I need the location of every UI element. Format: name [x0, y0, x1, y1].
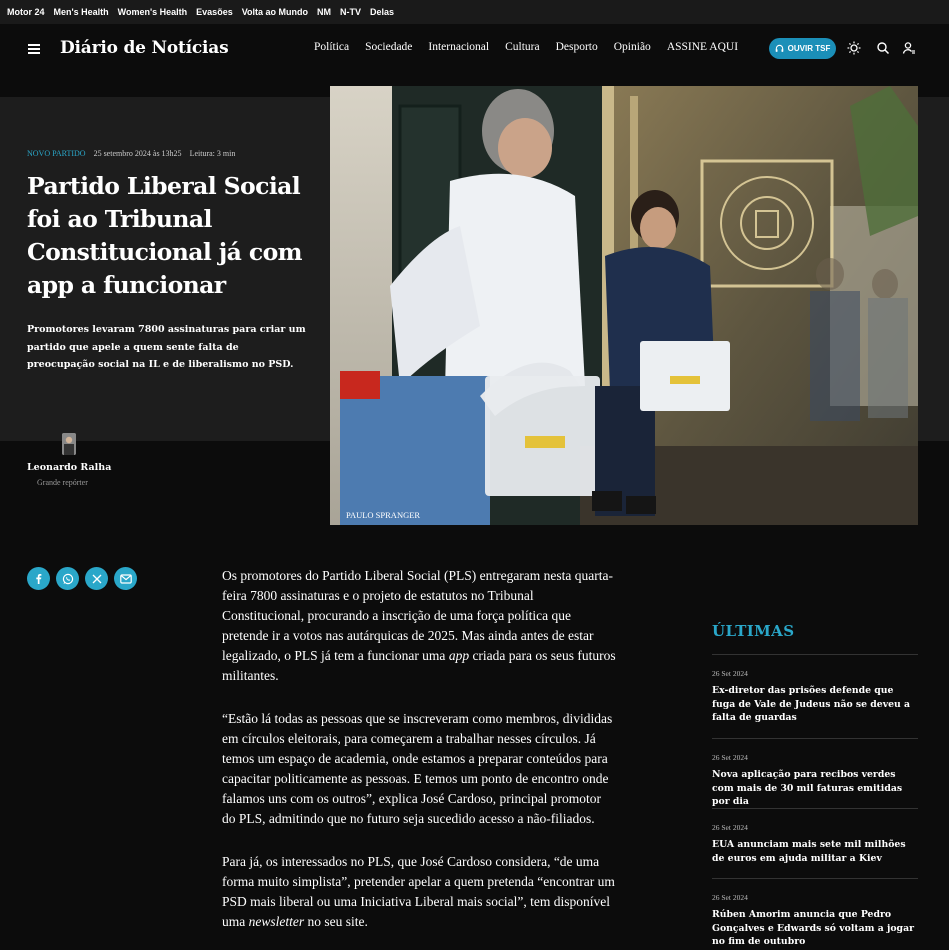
- author-avatar[interactable]: [62, 433, 76, 455]
- partner-link-nm[interactable]: NM: [317, 7, 332, 17]
- hero-photo: [330, 86, 918, 525]
- article-paragraph-3: Para já, os interessados no PLS, que José Cardoso considera, “de uma forma muito simplista”, pretender apelar a quem pretenda “encontrar um PSD mais liberal ou uma Iniciativa Liberal mais social”, tem disponível uma newsletter no seu site.: [222, 854, 615, 929]
- author-role: Grande repórter: [37, 478, 88, 487]
- nav-internacional[interactable]: Internacional: [428, 41, 490, 53]
- nav-opiniao[interactable]: Opinião: [613, 41, 651, 53]
- latest-news-title: ÚLTIMAS: [712, 622, 795, 640]
- news-date: 26 Set 2024: [712, 753, 748, 762]
- sidebar-divider: [712, 738, 918, 739]
- sidebar-divider: [712, 654, 918, 655]
- partner-link-motor24[interactable]: Motor 24: [7, 7, 45, 17]
- article-lede: Promotores levaram 7800 assinaturas para criar um partido que apele a quem sente falta de preocupação social na IL e de liberalismo no PSD.: [27, 324, 306, 370]
- news-date: 26 Set 2024: [712, 823, 748, 832]
- whatsapp-icon: [62, 573, 74, 585]
- news-headline[interactable]: Nova aplicação para recibos verdes com mais de 30 mil faturas emitidas por dia: [712, 769, 903, 807]
- nav-desporto[interactable]: Desporto: [555, 41, 598, 53]
- news-headline[interactable]: EUA anunciam mais sete mil milhões de euros em ajuda militar a Kiev: [712, 839, 906, 864]
- headphones-icon: [775, 44, 784, 53]
- partner-bar: [0, 0, 949, 24]
- nav-sociedade[interactable]: Sociedade: [365, 41, 413, 53]
- share-facebook-button[interactable]: [27, 567, 50, 590]
- article-date: 25 setembro 2024 às 13h25: [93, 149, 182, 158]
- latest-news-item[interactable]: [712, 669, 918, 725]
- article-body: [222, 566, 617, 950]
- nav-politica[interactable]: Política: [314, 41, 350, 53]
- news-date: 26 Set 2024: [712, 669, 748, 678]
- reading-time: Leitura: 3 min: [189, 149, 236, 158]
- user-icon[interactable]: [902, 41, 916, 55]
- article-tag[interactable]: NOVO PARTIDO: [27, 149, 86, 158]
- news-headline[interactable]: Ex-diretor das prisões defende que fuga de Vale de Judeus não se deveu a falta de guardas: [712, 685, 911, 723]
- theme-toggle-icon[interactable]: [847, 41, 861, 55]
- search-icon[interactable]: [876, 41, 890, 55]
- latest-news-item[interactable]: [712, 893, 918, 949]
- nav-cultura[interactable]: Cultura: [505, 41, 540, 53]
- article-meta: [27, 149, 235, 158]
- news-headline[interactable]: Rúben Amorim anuncia que Pedro Gonçalves e Edwards só voltam a jogar no fim de outubro: [712, 909, 914, 947]
- partner-link-volta-ao-mundo[interactable]: Volta ao Mundo: [241, 7, 309, 17]
- partner-link-ntv[interactable]: N-TV: [340, 7, 362, 17]
- photo-credit: PAULO SPRANGER: [346, 510, 421, 520]
- partner-link-mens-health[interactable]: Men's Health: [53, 7, 109, 17]
- article-headline: Partido Liberal Social foi ao Tribunal Constitucional já com app a funcionar: [27, 172, 302, 299]
- listen-tsf-label: OUVIR TSF: [787, 44, 831, 53]
- news-date: 26 Set 2024: [712, 893, 748, 902]
- partner-link-womens-health[interactable]: Women's Health: [117, 7, 188, 17]
- share-whatsapp-button[interactable]: [56, 567, 79, 590]
- partner-link-delas[interactable]: Delas: [370, 7, 395, 17]
- facebook-icon: [33, 573, 44, 584]
- share-email-button[interactable]: [114, 567, 137, 590]
- sidebar-divider: [712, 878, 918, 879]
- author-name[interactable]: Leonardo Ralha: [27, 462, 112, 473]
- latest-news-item[interactable]: [712, 753, 918, 809]
- site-logo[interactable]: Diário de Notícias: [60, 38, 229, 58]
- share-x-button[interactable]: [85, 567, 108, 590]
- nav-assine-aqui[interactable]: ASSINE AQUI: [666, 41, 739, 53]
- partner-link-evasoes[interactable]: Evasões: [196, 7, 233, 17]
- share-bar: [27, 567, 137, 590]
- site-header: [0, 24, 949, 74]
- main-nav: [314, 41, 754, 53]
- article-paragraph-1: Os promotores do Partido Liberal Social (PLS) entregaram nesta quarta-feira 7800 assinaturas e o projeto de estatutos no Tribunal Constitucional, procurando a inscrição de uma força política que pretende ir a votos nas autárquicas de 2025. Mas ainda antes de estar legalizado, o PLS já tem a funcionar uma app criada para os seus futuros militantes.: [222, 568, 616, 683]
- sidebar-divider: [712, 808, 918, 809]
- email-icon: [120, 574, 132, 584]
- x-icon: [92, 574, 102, 584]
- latest-news-item[interactable]: [712, 823, 918, 865]
- article-paragraph-2: “Estão lá todas as pessoas que se inscreveram como membros, divididas em círculos eleitorais, para começarem a trabalhar nesses círculos. Já temos um espaço de academia, onde estamos a preparar conteúdos para capacitar politicamente as pessoas. E temos um ponto de encontro onde falamos uns com os outros”, explica José Cardoso, principal promotor do PLS, admitindo que no futuro seja sucedido acesso a não-filiados.: [222, 711, 613, 826]
- listen-tsf-button[interactable]: [769, 38, 836, 59]
- menu-icon[interactable]: [28, 44, 40, 56]
